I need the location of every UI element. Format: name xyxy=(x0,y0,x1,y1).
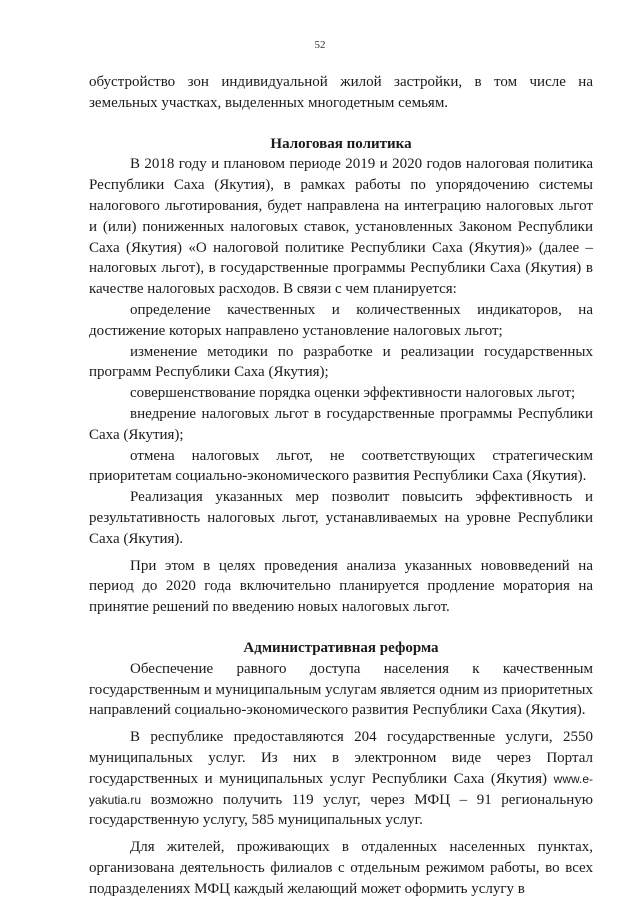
tax-list-item: внедрение налоговых льгот в государственные программы Республики Саха (Якутия); xyxy=(89,405,593,443)
intro-paragraph: обустройство зон индивидуальной жилой застройки, в том числе на земельных участках, выделенных многодетным семьям. xyxy=(89,74,593,111)
page-number: 52 xyxy=(314,39,326,51)
tax-list-item: отмена налоговых льгот, не соответствующих стратегическим приоритетам социально-экономического развития Республики Саха (Якутия). xyxy=(89,447,593,485)
tax-list-item: изменение методики по разработке и реализации государственных программ Республики Саха (Якутия); xyxy=(89,343,593,381)
admin-paragraph: Для жителей, проживающих в отдаленных населенных пунктах, организована деятельность филиалов с отдельным режимом работы, во всех подразделениях МФЦ каждый желающий может оформить услугу в xyxy=(89,839,593,897)
tax-paragraph: В 2018 году и плановом периоде 2019 и 2020 годов налоговая политика Республики Саха (Якутия), в рамках работы по упорядочению системы налогового льготирования, будет направлена на интеграцию налоговых льгот и (или) пониженных налоговых ставок, установленных Законом Республики Саха (Якутия) «О налоговой политике Республики Саха (Якутия)» (далее – налоговых льгот), в государственные программы Республики Саха (Якутия) в качестве налоговых расходов. В связи с чем планируется: xyxy=(89,156,593,298)
tax-paragraph: Реализация указанных мер позволит повысить эффективность и результативность налоговых льгот, устанавливаемых на уровне Республики Саха (Якутия). xyxy=(89,489,593,547)
services-text-a: В республике предоставляются 204 государственные услуги, 2550 муниципальных услуг. Из них в электронном виде через Портал государственных и муниципальных услуг Республики Саха (Якутия) xyxy=(89,729,593,787)
page-content xyxy=(89,72,593,899)
tax-list-item: совершенствование порядка оценки эффективности налоговых льгот; xyxy=(130,385,576,402)
section-heading-admin-reform: Административная реформа xyxy=(243,639,439,656)
portal-link[interactable]: www.e-yakutia.ru xyxy=(89,771,593,807)
services-text-b: возможно получить 119 услуг, через МФЦ – 91 региональную государственную услугу, 585 муниципальных услуг. xyxy=(89,791,593,829)
section-heading-tax-policy: Налоговая политика xyxy=(270,135,412,152)
tax-list-item: определение качественных и количественных индикаторов, на достижение которых направлено установление налоговых льгот; xyxy=(89,301,593,339)
admin-paragraph-services xyxy=(89,727,593,831)
tax-paragraph: При этом в целях проведения анализа указанных нововведений на период до 2020 года включительно планируется продление моратория на принятие решений по введению новых налоговых льгот. xyxy=(89,557,593,616)
admin-paragraph: Обеспечение равного доступа населения к качественным государственным и муниципальным услугам является одним из приоритетных направлений социально-экономического развития Республики Саха (Якутия). xyxy=(89,660,593,719)
